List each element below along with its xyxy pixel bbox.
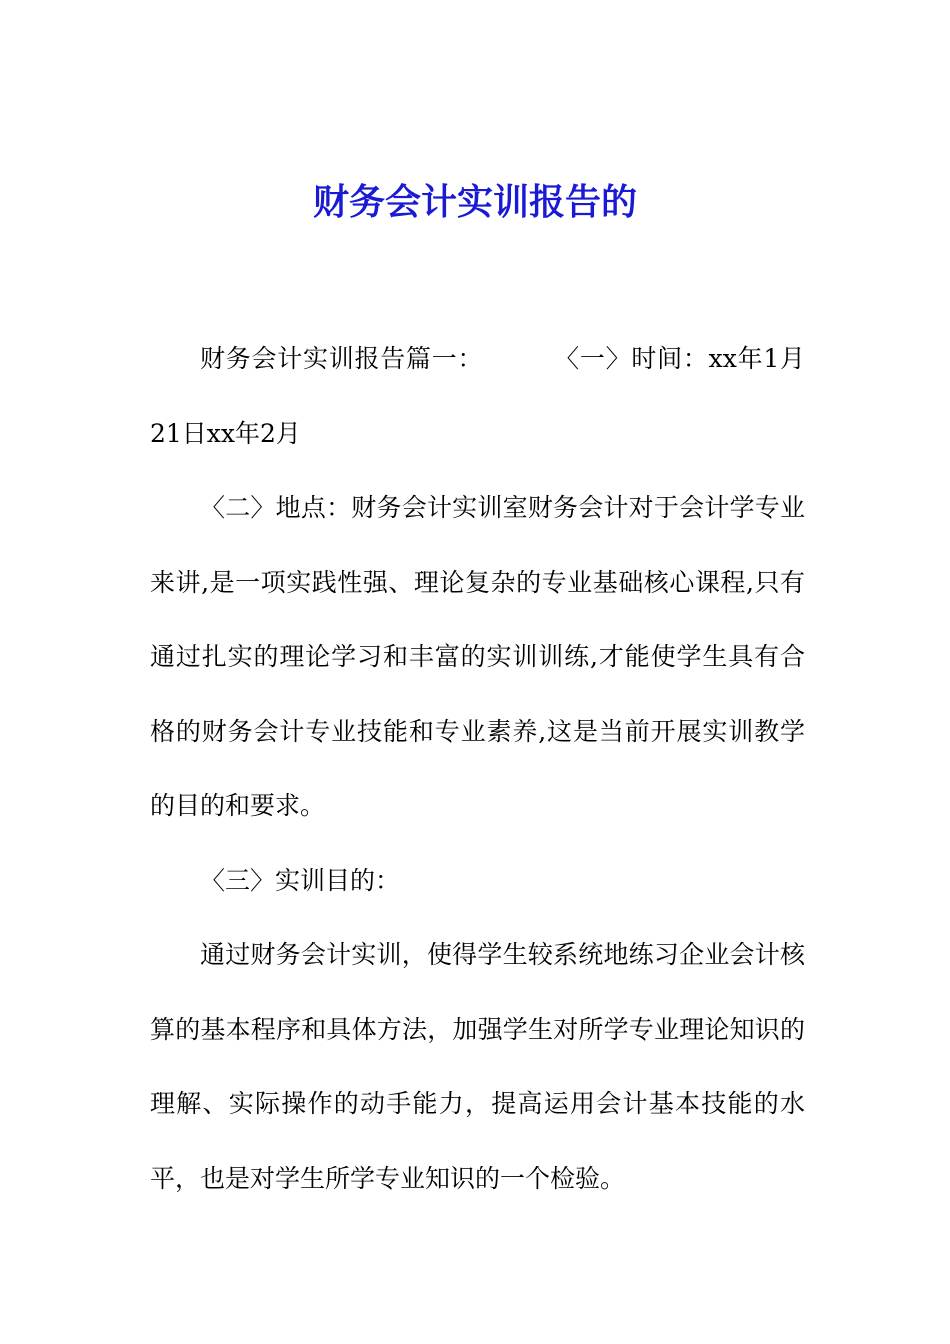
paragraph-1 (150, 322, 805, 471)
paragraph-1-text: 〈一〉时间：xx年1月21日xx年2月 (150, 344, 805, 448)
paragraph-2: 〈二〉地点：财务会计实训室财务会计对于会计学专业来讲,是一项实践性强、理论复杂的专业基础核心课程,只有通过扎实的理论学习和丰富的实训训练,才能使学生具有合格的财务会计专业技能和专业素养,这是当前开展实训教学的目的和要求。 (150, 493, 805, 820)
document-title: 财务会计实训报告的 (312, 182, 637, 223)
paragraph-3: 〈三〉实训目的： (200, 865, 401, 895)
paragraph-4: 通过财务会计实训，使得学生较系统地练习企业会计核算的基本程序和具体方法，加强学生对所学专业理论知识的理解、实际操作的动手能力，提高运用会计基本技能的水平，也是对学生所学专业知识的一个检验。 (150, 940, 805, 1193)
document-body (150, 322, 805, 1216)
paragraph-1-lead: 财务会计实训报告篇一： (200, 344, 484, 373)
